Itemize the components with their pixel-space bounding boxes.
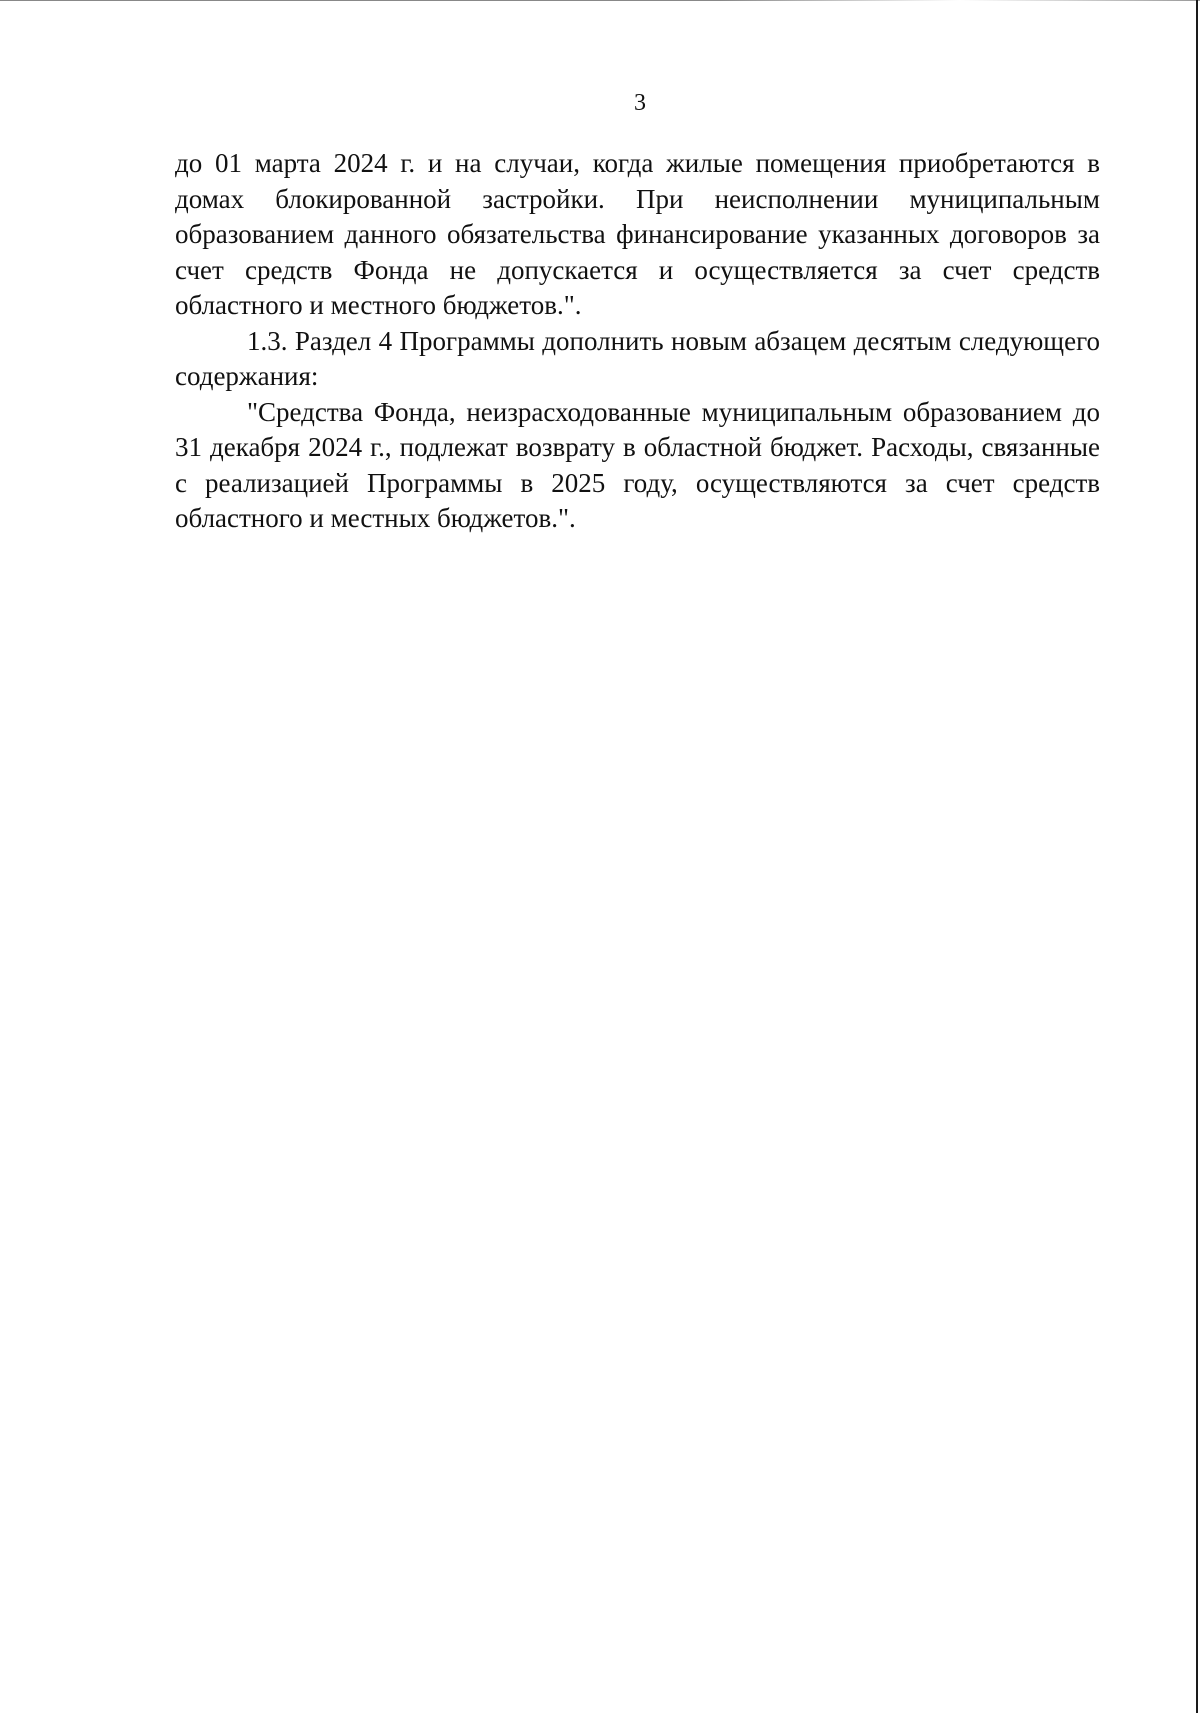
paragraph-quoted-addition: "Средства Фонда, неизрасходованные муниципальным образованием до 31 декабря 2024 г., подлежат возврату в областной бюджет. Расходы, связанные с реализацией Программы в 2025 году, осуществляются за счет средств областного и местных бюджетов.". (175, 396, 1100, 533)
scan-edge-right (1196, 0, 1198, 1713)
scan-edge-top (0, 0, 1200, 1)
page-number: 3 (634, 90, 646, 116)
paragraph-item-1-3: 1.3. Раздел 4 Программы дополнить новым абзацем десятым следующего содержания: (175, 325, 1100, 391)
document-body (175, 146, 1100, 537)
paragraph-continuation: до 01 марта 2024 г. и на случаи, когда жилые помещения приобретаются в домах блокированной застройки. При неисполнении муниципальным образованием данного обязательства финансирование указанных договоров за счет средств Фонда не допускается и осуществляется за счет средств областного и местного бюджетов.". (175, 148, 1100, 320)
